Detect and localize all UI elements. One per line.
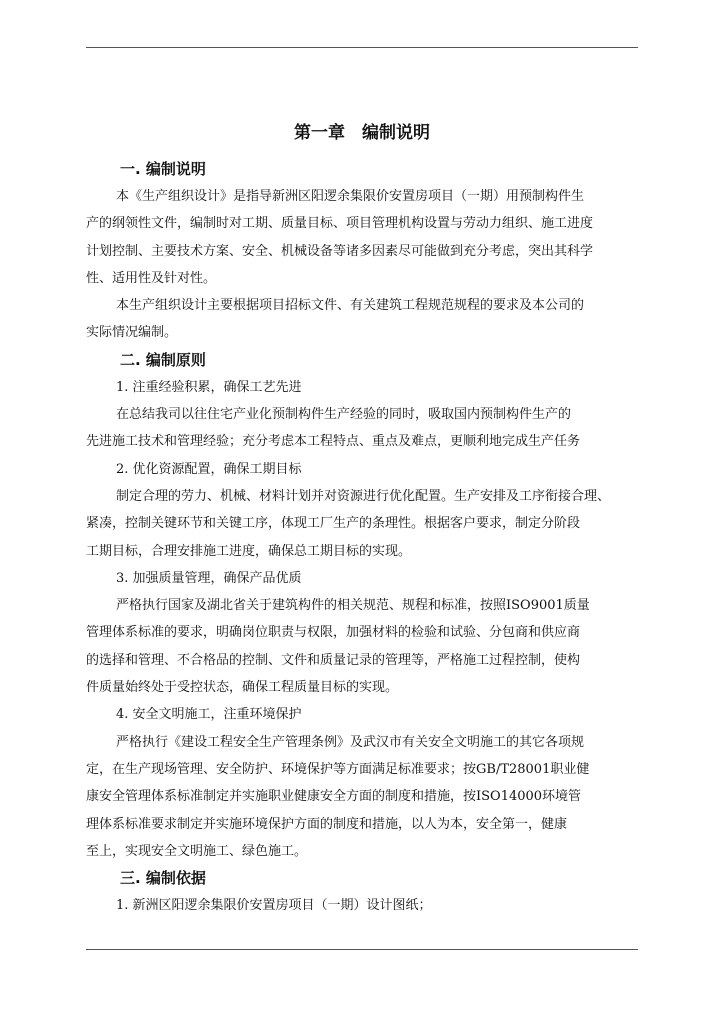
paragraph-line: 先进施工技术和管理经验；充分考虑本工程特点、重点及难点，更顺利地完成生产任务 [86,434,581,450]
principle-body-2 [86,483,638,565]
paragraph-line: 计划控制、主要技术方案、安全、机械设备等诸多因素尽可能做到充分考虑，突出其科学 [86,243,594,259]
paragraph-line: 性、适用性及针对性。 [86,270,217,286]
paragraph-line: 定，在生产现场管理、安全防护、环境保护等方面满足标准要求；按GB/T28001职业健 [86,761,590,777]
paragraph-line: 件质量始终处于受控状态，确保工程质量目标的实现。 [86,680,399,696]
principle-title-4: 4. 安全文明施工，注重环境保护 [116,707,302,723]
paragraph-line: 本生产组织设计主要根据项目招标文件、有关建筑工程规范规程的要求及本公司的 [116,298,585,314]
section-heading-3: 三. 编制依据 [120,869,206,888]
principle-title-2: 2. 优化资源配置，确保工期目标 [116,461,302,477]
chapter-title: 第一章 编制说明 [294,123,430,143]
paragraph-line: 的选择和管理、不合格品的控制、文件和质量记录的管理等，严格施工过程控制，使构 [86,652,581,668]
paragraph-line: 管理体系标准的要求，明确岗位职责与权限，加强材料的检验和试验、分包商和供应商 [86,625,581,641]
section-heading-2: 二. 编制原则 [120,350,206,369]
paragraph-line: 严格执行国家及湖北省关于建筑构件的相关规范、规程和标准，按照ISO9001质量 [116,598,590,614]
paragraph-line: 实际情况编制。 [86,325,178,341]
basis-item-1: 1. 新洲区阳逻余集限价安置房项目（一期）设计图纸； [116,898,432,914]
paragraph-line: 工期目标，合理安排施工进度，确保总工期目标的实现。 [86,543,412,559]
paragraph-line: 紧凑，控制关键环节和关键工序，体现工厂生产的条理性。根据客户要求，制定分阶段 [86,516,581,532]
paragraph-line: 产的纲领性文件，编制时对工期、质量目标、项目管理机构设置与劳动力组织、施工进度 [86,216,594,232]
paragraph-line: 制定合理的劳力、机械、材料计划并对资源进行优化配置。生产安排及工序衔接合理、 [116,488,611,504]
principle-body-4 [86,729,638,865]
paragraph-line: 在总结我司以往住宅产业化预制构件生产经验的同时，吸取国内预制构件生产的 [116,407,572,423]
paragraph-line: 严格执行《建设工程安全生产管理条例》及武汉市有关安全文明施工的其它各项规 [116,734,585,750]
principle-title-3: 3. 加强质量管理，确保产品优质 [116,570,302,586]
paragraph-1 [86,183,638,292]
paragraph-2 [86,292,638,347]
document-body [86,118,638,919]
paragraph-line: 本《生产组织设计》是指导新洲区阳逻余集限价安置房项目（一期）用预制构件生 [116,189,585,204]
principle-body-1 [86,401,638,456]
header-rule [86,47,638,48]
footer-rule [86,949,638,950]
paragraph-line: 康安全管理体系标准制定并实施职业健康安全方面的制度和措施，按ISO14000环境管 [86,789,582,805]
section-heading-1: 一. 编制说明 [120,160,206,178]
principle-body-3 [86,592,638,701]
paragraph-line: 理体系标准要求制定并实施环境保护方面的制度和措施，以人为本，安全第一，健康 [86,816,568,832]
principle-title-1: 1. 注重经验积累，确保工艺先进 [116,379,302,395]
paragraph-line: 至上，实现安全文明施工、绿色施工。 [86,843,308,859]
